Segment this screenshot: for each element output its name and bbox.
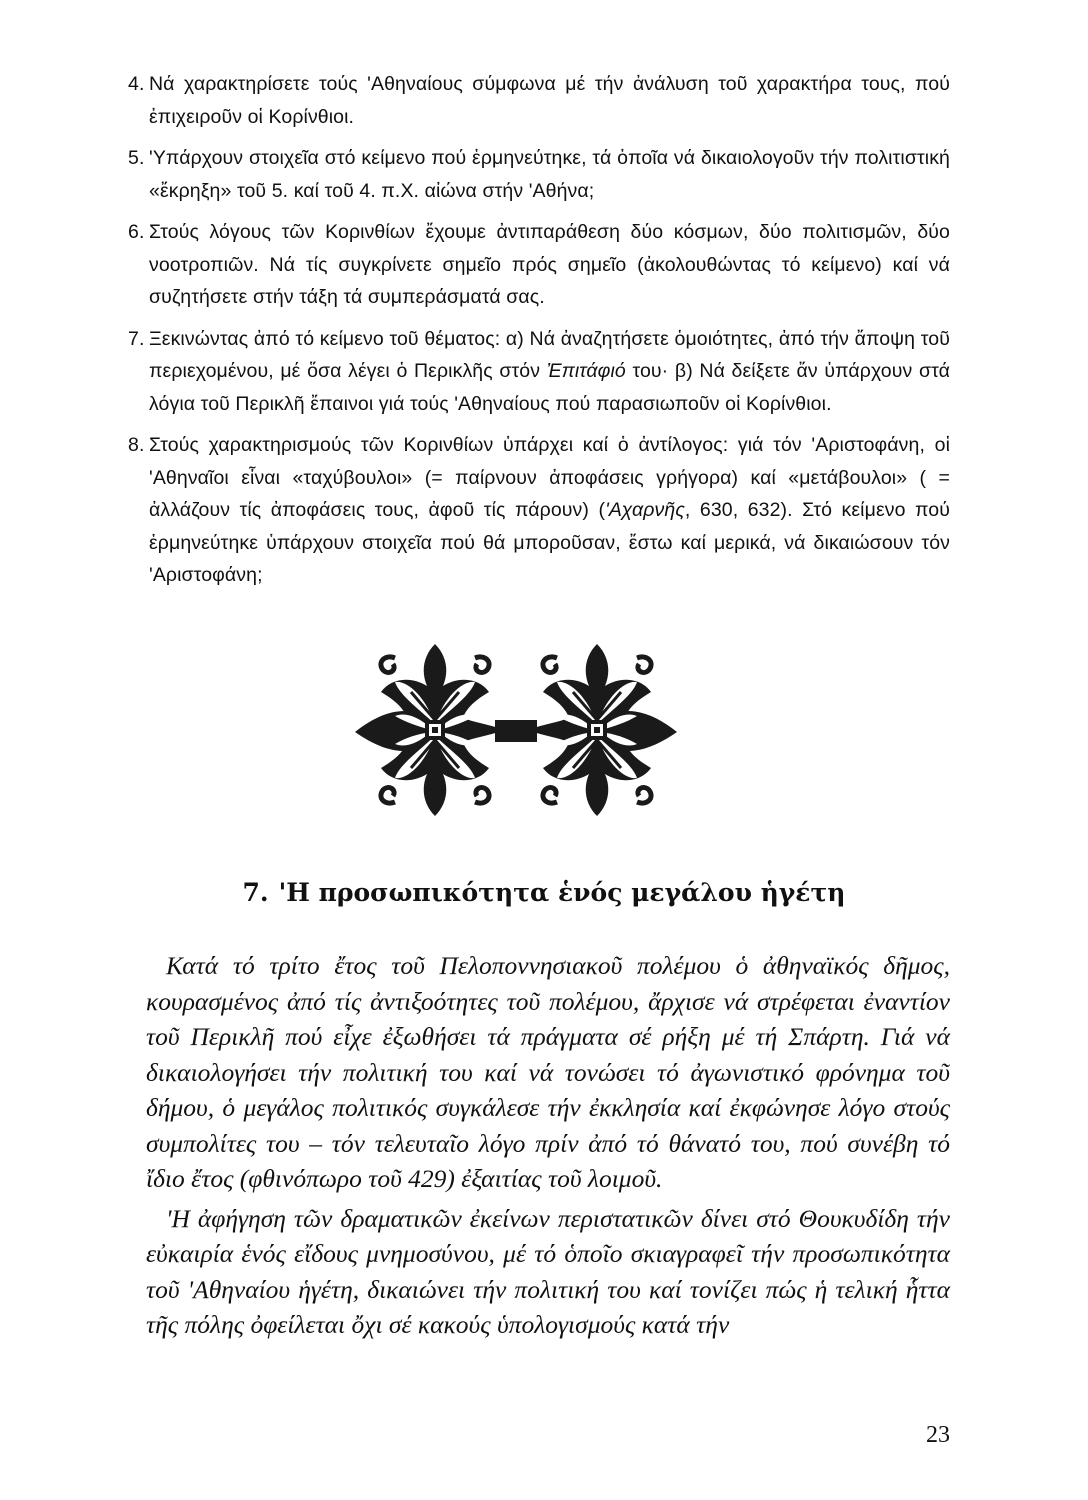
question-text-part: Ξεκινώντας ἀπό τό κείμενο τοῦ θέματος: α) Νά ἀναζητήσετε ὁμοιότητες, ἀπό τήν ἄποψη τοῦ περιεχομένου, μέ ὅσα λέγει ὁ Περικλῆς στόν (149, 327, 950, 382)
work-title-italic: Ἐπιτάφιό (546, 360, 626, 382)
question-text-part: του· β) Νά δείξετε ἄν ὑπάρχουν στά λόγια τοῦ Περικλῆ ἔπαινοι γιά τούς 'Αθηναίους πού παρασιωποῦν οἱ Κορίνθιοι. (149, 360, 951, 415)
question-number: 8. (128, 434, 145, 456)
question-text-part: , 630, 632). Στό κείμενο πού ἑρμηνεύτηκε ὑπάρχουν στοιχεῖα πού θά μποροῦσαν, ἔστω καί μερικά, νά δικαιώσουν τόν 'Αριστοφάνη; (149, 499, 950, 586)
question-text (149, 434, 950, 586)
intro-paragraph: Κατά τό τρίτο ἔτος τοῦ Πελοποννησιακοῦ πολέμου ὁ ἀθηναϊκός δῆμος, κουρασμένος ἀπό τίς ἀντιξοότητες τοῦ πολέμου, ἄρχισε νά στρέφεται ἐναντίον τοῦ Περικλῆ πού εἶχε ἐξωθήσει τά πράγματα σέ ρήξη μέ τή Σπάρτη. Γιά νά δικαιολογήσει τήν πολιτική του καί νά τονώσει τό ἀγωνιστικό φρόνημα τοῦ δήμου, ὁ μεγάλος πολιτικός συγκάλεσε τήν ἐκκλησία καί ἐκφώνησε λόγο στούς συμπολίτες του – τόν τελευταῖο λόγο πρίν ἀπό τό θάνατό του, πού συνέβη τό ἴδιο ἔτος (φθινόπωρο τοῦ 429) ἐξαιτίας τοῦ λοιμοῦ. (146, 951, 950, 1193)
question-item (128, 68, 950, 133)
question-item (128, 323, 950, 421)
question-text: 'Υπάρχουν στοιχεῖα στό κείμενο πού ἑρμηνεύτηκε, τά ὁποῖα νά δικαιολογοῦν τήν πολιτιστική «ἔκρηξη» τοῦ 5. καί τοῦ 4. π.Χ. αἰώνα στήν 'Αθήνα; (149, 147, 950, 202)
chapter-title-text: 'Η προσωπικότητα ἑνός μεγάλου ἡγέτη (278, 878, 846, 907)
question-text (149, 328, 950, 415)
chapter-number: 7. (242, 878, 269, 907)
question-number: 7. (128, 327, 145, 350)
question-item (128, 429, 950, 592)
question-number: 4. (128, 73, 145, 95)
question-item (128, 216, 950, 314)
work-title-italic: 'Αχαρνῆς (605, 499, 685, 521)
question-number: 5. (128, 147, 145, 169)
intro-paragraph: 'Η ἀφήγηση τῶν δραματικῶν ἐκείνων περιστατικῶν δίνει στό Θουκυδίδη τήν εὐκαιρία ἑνός εἴδους μνημοσύνου, μέ τό ὁποῖο σκιαγραφεῖ τήν προσωπικότητα τοῦ 'Αθηναίου ἡγέτη, δικαιώνει τήν πολιτική του καί τονίζει πώς ἡ τελική ἧττα τῆς πόλης ὀφείλεται ὄχι σέ κακούς ὑπολογισμούς κατά τήν (146, 1203, 950, 1339)
question-text: Νά χαρακτηρίσετε τούς 'Αθηναίους σύμφωνα μέ τήν ἀνάλυση τοῦ χαρακτήρα τους, πού ἐπιχειροῦν οἱ Κορίνθιοι. (149, 73, 950, 128)
question-number: 6. (128, 221, 145, 243)
question-text-part: Στούς χαρακτηρισμούς τῶν Κορινθίων ὑπάρχει καί ὁ ἀντίλογος: γιά τόν 'Αριστοφάνη, οἱ 'Αθηναῖοι εἶναι «ταχύβουλοι» (= παίρνουν ἀποφάσεις γρήγορα) καί «μετάβουλοι» ( = ἀλλάζουν τίς ἀποφάσεις τους, ἀφοῦ τίς πάρουν) ( (149, 434, 950, 521)
chapter-introduction (146, 948, 950, 1343)
question-text: Στούς λόγους τῶν Κορινθίων ἔχουμε ἀντιπαράθεση δύο κόσμων, δύο πολιτισμῶν, δύο νοοτροπιῶν. Νά τίς συγκρίνετε σημεῖο πρός σημεῖο (ἀκολουθώντας τό κείμενο) καί νά συζητήσετε στήν τάξη τά συμπεράσματά σας. (149, 221, 950, 308)
chapter-title (0, 876, 1088, 910)
exercise-questions (128, 68, 950, 601)
page-number: 23 (926, 1422, 950, 1448)
question-item (128, 142, 950, 207)
floral-ornament-icon (355, 636, 677, 826)
